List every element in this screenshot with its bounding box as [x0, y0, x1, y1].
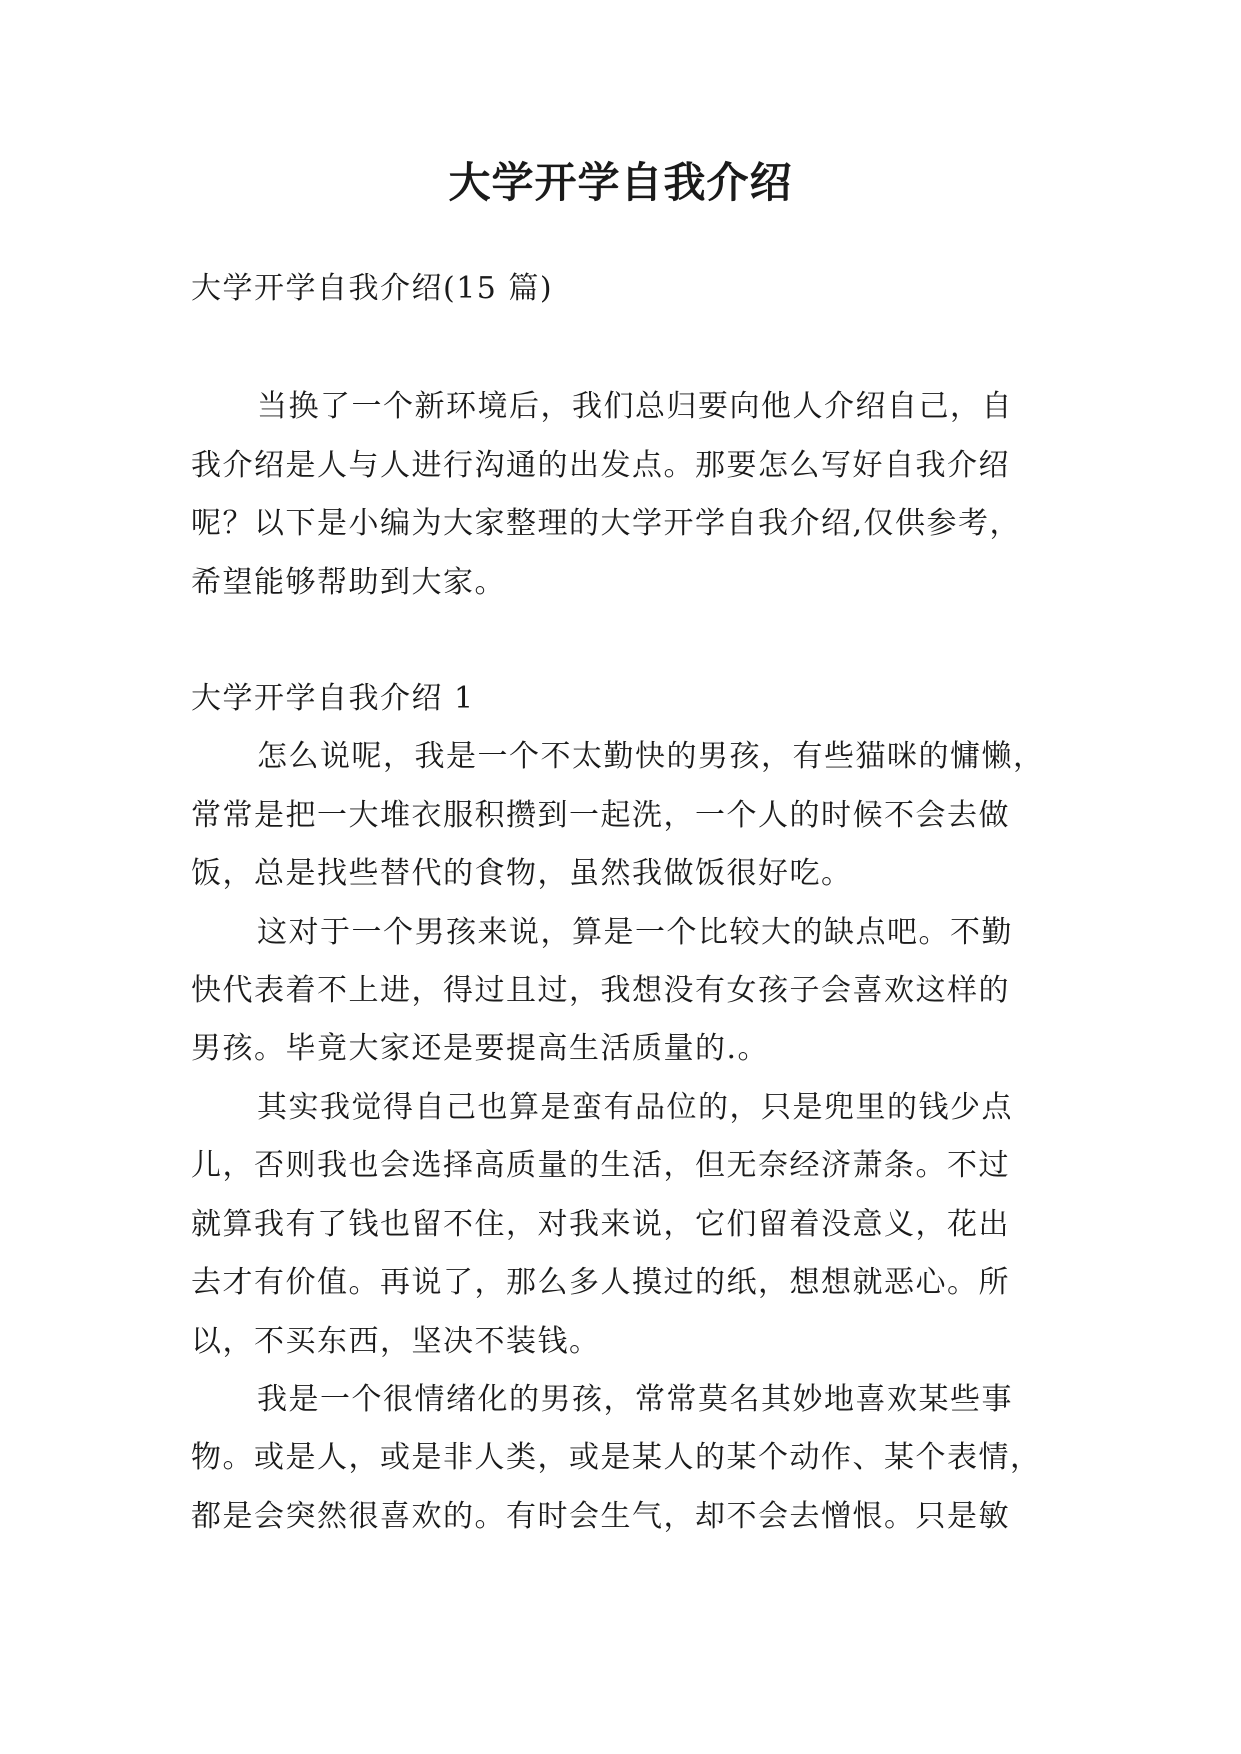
paragraph-line: 其实我觉得自己也算是蛮有品位的，只是兜里的钱少点 — [257, 1089, 1013, 1125]
paragraph-line: 怎么说呢，我是一个不太勤快的男孩，有些猫咪的慵懒， — [257, 739, 1045, 775]
paragraph-line: 都是会突然很喜欢的。有时会生气，却不会去憎恨。只是敏 — [191, 1498, 1010, 1534]
paragraph-line: 这对于一个男孩来说，算是一个比较大的缺点吧。不勤 — [257, 914, 1013, 950]
intro-line: 当换了一个新环境后，我们总归要向他人介绍自己，自 — [257, 389, 1013, 425]
document-body — [191, 260, 1051, 1546]
paragraph-line: 快代表着不上进，得过且过，我想没有女孩子会喜欢这样的 — [191, 973, 1010, 1009]
document-title: 大学开学自我介绍 — [448, 158, 793, 207]
body-paragraph — [191, 728, 1051, 903]
body-paragraph — [191, 1079, 1051, 1371]
paragraph-line: 儿，否则我也会选择高质量的生活，但无奈经济萧条。不过 — [191, 1148, 1010, 1184]
paragraph-line: 就算我有了钱也留不住，对我来说，它们留着没意义，花出 — [191, 1206, 1010, 1242]
intro-line: 呢？以下是小编为大家整理的大学开学自我介绍,仅供参考， — [191, 506, 1022, 542]
intro-line: 我介绍是人与人进行沟通的出发点。那要怎么写好自我介绍 — [191, 447, 1010, 483]
paragraph-line: 物。或是人，或是非人类，或是某人的某个动作、某个表情， — [191, 1440, 1042, 1476]
paragraph-line: 去才有价值。再说了，那么多人摸过的纸，想想就恶心。所 — [191, 1265, 1010, 1301]
body-paragraph — [191, 904, 1051, 1079]
paragraph-line: 我是一个很情绪化的男孩，常常莫名其妙地喜欢某些事 — [257, 1381, 1013, 1417]
intro-paragraph — [191, 378, 1051, 612]
document-subtitle: 大学开学自我介绍(15 篇) — [191, 271, 554, 306]
section-heading: 大学开学自我介绍 1 — [191, 681, 475, 717]
body-paragraph — [191, 1371, 1051, 1546]
intro-line: 希望能够帮助到大家。 — [191, 564, 506, 600]
paragraph-line: 饭，总是找些替代的食物，虽然我做饭很好吃。 — [191, 856, 853, 892]
paragraph-line: 常常是把一大堆衣服积攒到一起洗，一个人的时候不会去做 — [191, 797, 1010, 833]
paragraph-line: 男孩。毕竟大家还是要提高生活质量的.。 — [191, 1031, 770, 1067]
paragraph-line: 以，不买东西，坚决不装钱。 — [191, 1323, 601, 1359]
